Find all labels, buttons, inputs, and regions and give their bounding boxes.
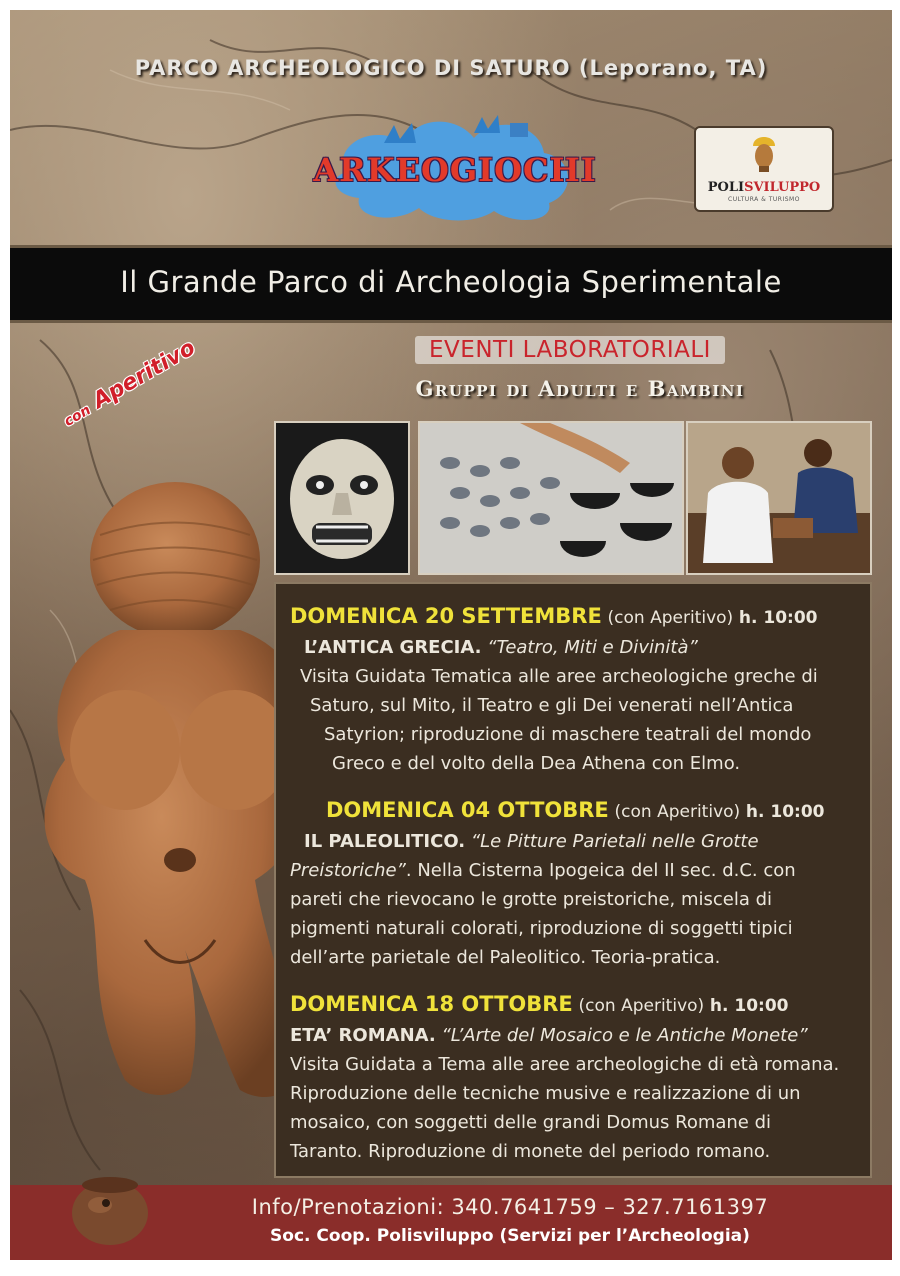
poster: [10, 10, 892, 1260]
photo-kids: [686, 421, 872, 575]
contact-phones: Info/Prenotazioni: 340.7641759 – 327.7161397: [251, 1195, 769, 1219]
coins-bowls-image: [420, 423, 682, 573]
gruppi-heading: Gruppi di Adulti e Bambini: [415, 376, 745, 401]
event-1-date: DOMENICA 20 SETTEMBRE: [290, 604, 602, 628]
event-3-date: DOMENICA 18 OTTOBRE: [290, 992, 573, 1016]
clay-pot-image: [68, 1165, 152, 1249]
event-3: DOMENICA 18 OTTOBRE (con Aperitivo) h. 10:00 ETA’ ROMANA. “L’Arte del Mosaico e le Antiche Monete” Visita Guidata a Tema alle aree archeologiche di età romana. Riproduzione delle tecniche musive e realizzazione di un mosaico, con soggetti delle grandi Domus Romane di Taranto. Riproduzione di monete del periodo romano.: [290, 992, 840, 1162]
polisviluppo-tagline: CULTURA & TURISMO: [728, 196, 800, 203]
photo-coins: [418, 421, 684, 575]
organizer-name: Soc. Coop. Polisviluppo (Servizi per l’Archeologia): [270, 1226, 750, 1246]
events-panel: [274, 582, 872, 1178]
logo-text: ARKEOGIOCHI: [313, 151, 597, 189]
aperitivo-badge: con Aperitivo: [61, 335, 200, 430]
event-1: DOMENICA 20 SETTEMBRE (con Aperitivo) h. 10:00 L’ANTICA GRECIA. “Teatro, Miti e Divinità” Visita Guidata Tematica alle aree archeologiche greche di Saturo, sul Mito, il Teatro e gli Dei venerati nell’Antica Satyrion; riproduzione di maschere teatrali del mondo Greco e del volto della Dea Athena con Elmo.: [290, 604, 818, 774]
children-workshop-image: [688, 423, 870, 573]
eventi-heading: EVENTI LABORATORIALI: [370, 336, 770, 364]
park-title: Il Grande Parco di Archeologia Sperimentale: [120, 265, 782, 299]
event-2-date: DOMENICA 04 OTTOBRE: [326, 798, 609, 822]
arkeogiochi-logo: [310, 105, 600, 235]
title-band: [10, 245, 892, 323]
location-title: PARCO ARCHEOLOGICO DI SATURO (Leporano, TA): [134, 56, 768, 80]
warrior-head-icon: [750, 132, 778, 172]
polisviluppo-logo: [694, 126, 834, 212]
event-2: DOMENICA 04 OTTOBRE (con Aperitivo) h. 10:00 IL PALEOLITICO. “Le Pitture Parietali nelle Grotte Preistoriche”. Nella Cisterna Ipogeica del II sec. d.C. con pareti che rievocano le grotte preistoriche, miscela di pigmenti naturali colorati, riproduzione di soggetti tipici dell’arte parietale del Paleolitico. Teoria-pratica.: [290, 798, 825, 968]
polisviluppo-name: POLISVILUPPO: [707, 180, 821, 195]
